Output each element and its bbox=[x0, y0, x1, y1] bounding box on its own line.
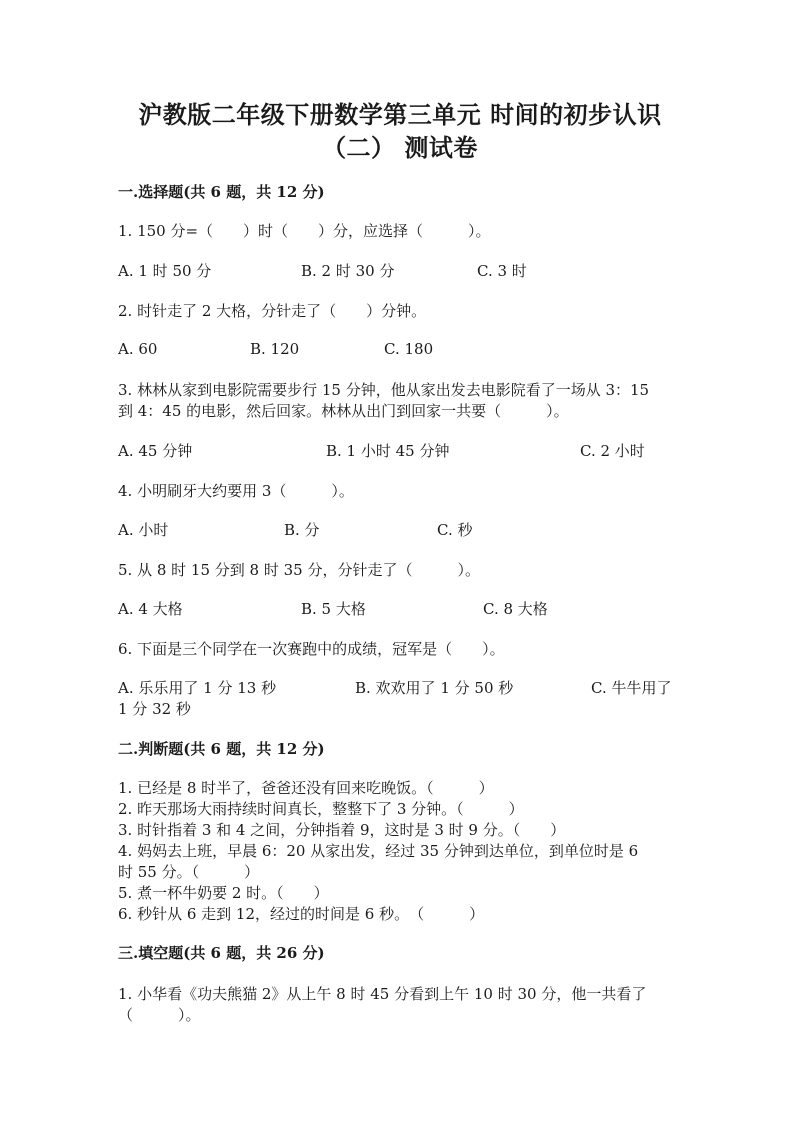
choice-question-3-line1: 3. 林林从家到电影院需要步行 15 分钟，他从家出发去电影院看了一场从 3：15 bbox=[118, 381, 650, 399]
choice-q4-option-a: A. 小时 bbox=[118, 521, 169, 539]
judgment-line-2: 2. 昨天那场大雨持续时间真长，整整下了 3 分钟。（ ） bbox=[118, 800, 524, 818]
choice-q1-option-b: B. 2 时 30 分 bbox=[301, 262, 395, 280]
choice-q4-option-c: C. 秒 bbox=[437, 521, 473, 539]
choice-q2-option-b: B. 120 bbox=[250, 340, 300, 358]
judgment-line-3: 3. 时针指着 3 和 4 之间，分钟指着 9，这时是 3 时 9 分。（ ） bbox=[118, 821, 566, 839]
choice-q6-option-c-wrap: 1 分 32 秒 bbox=[118, 700, 191, 718]
judgment-line-7: 6. 秒针从 6 走到 12，经过的时间是 6 秒。 （ ） bbox=[118, 905, 485, 923]
fill-line-2: （ ）。 bbox=[118, 1006, 201, 1024]
choice-question-3-line2: 到 4：45 的电影，然后回家。林林从出门到回家一共要（ ）。 bbox=[118, 402, 569, 420]
choice-q6-option-b: B. 欢欢用了 1 分 50 秒 bbox=[355, 679, 514, 697]
choice-q3-option-c: C. 2 小时 bbox=[580, 442, 645, 460]
section-heading-fill: 三.填空题(共 6 题，共 26 分) bbox=[118, 944, 325, 962]
choice-q5-option-a: A. 4 大格 bbox=[118, 600, 183, 618]
choice-q2-option-c: C. 180 bbox=[384, 340, 434, 358]
choice-question-5: 5. 从 8 时 15 分到 8 时 35 分，分针走了（ ）。 bbox=[118, 561, 480, 579]
page-title-line2: （二） 测试卷 bbox=[322, 133, 478, 162]
page-title-line1: 沪教版二年级下册数学第三单元 时间的初步认识 bbox=[138, 100, 662, 129]
choice-question-2: 2. 时针走了 2 大格，分针走了（ ）分钟。 bbox=[118, 302, 427, 320]
judgment-line-1: 1. 已经是 8 时半了，爸爸还没有回来吃晚饭。（ ） bbox=[118, 779, 494, 797]
choice-q4-option-b: B. 分 bbox=[284, 521, 320, 539]
judgment-line-5: 时 55 分。（ ） bbox=[118, 863, 260, 881]
section-heading-choice: 一.选择题(共 6 题，共 12 分) bbox=[118, 183, 325, 201]
section-heading-judgment: 二.判断题(共 6 题，共 12 分) bbox=[118, 740, 325, 758]
judgment-line-6: 5. 煮一杯牛奶要 2 时。（ ） bbox=[118, 884, 329, 902]
choice-q1-option-c: C. 3 时 bbox=[477, 262, 527, 280]
choice-q1-option-a: A. 1 时 50 分 bbox=[118, 262, 212, 280]
choice-question-6: 6. 下面是三个同学在一次赛跑中的成绩，冠军是（ ）。 bbox=[118, 640, 505, 658]
choice-question-1: 1. 150 分=（ ）时（ ）分，应选择（ ）。 bbox=[118, 222, 491, 240]
choice-q2-option-a: A. 60 bbox=[118, 340, 158, 358]
choice-q5-option-b: B. 5 大格 bbox=[301, 600, 366, 618]
choice-q6-option-c: C. 牛牛用了 bbox=[591, 679, 672, 697]
judgment-line-4: 4. 妈妈去上班，早晨 6：20 从家出发，经过 35 分钟到达单位，到单位时是 6 bbox=[118, 842, 639, 860]
choice-q3-option-b: B. 1 小时 45 分钟 bbox=[326, 442, 450, 460]
choice-question-4: 4. 小明刷牙大约要用 3（ ）。 bbox=[118, 482, 354, 500]
choice-q6-option-a: A. 乐乐用了 1 分 13 秒 bbox=[118, 679, 277, 697]
choice-q3-option-a: A. 45 分钟 bbox=[118, 442, 193, 460]
fill-line-1: 1. 小华看《功夫熊猫 2》从上午 8 时 45 分看到上午 10 时 30 分，他一共看了 bbox=[118, 985, 647, 1003]
choice-q5-option-c: C. 8 大格 bbox=[483, 600, 548, 618]
